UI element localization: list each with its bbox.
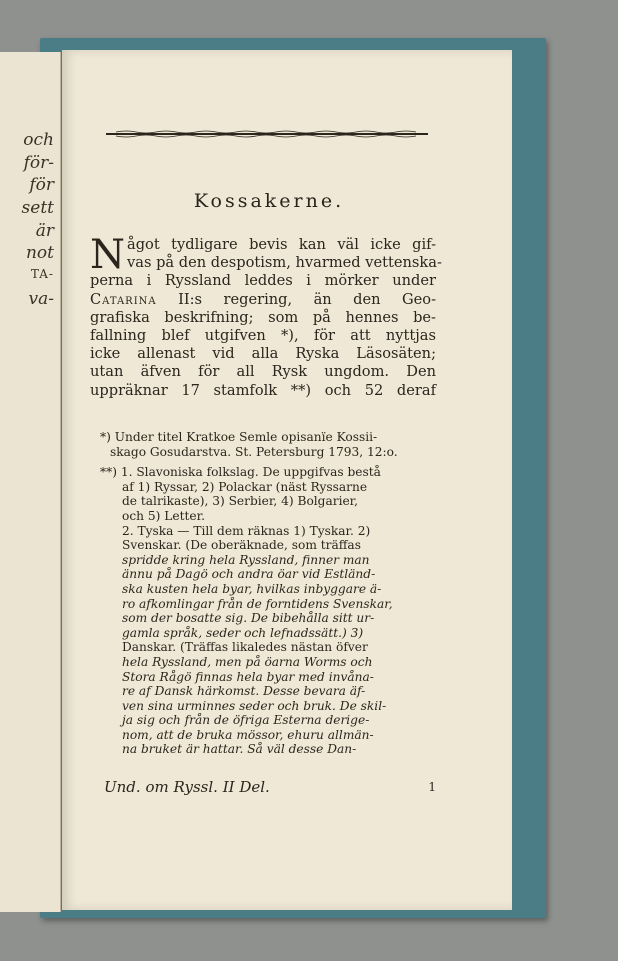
- body-line: icke allenast vid alla Ryska Läsosäten;: [90, 345, 436, 363]
- body-text: [90, 232, 442, 400]
- body-line: perna i Ryssland leddes i mörker under: [90, 272, 436, 290]
- left-fragment: för: [29, 175, 54, 195]
- footnote-line: Danskar. (Träffas likaledes nästan öfver: [122, 640, 368, 655]
- left-fragment: är: [35, 221, 54, 241]
- footnote-line: Stora Rågö finnas hela byar med invåna-: [122, 669, 374, 684]
- footnote-line: ro afkomlingar från de forntidens Svenskar,: [122, 596, 393, 611]
- footnote-line: nom, att de bruka mössor, ehuru allmän-: [122, 727, 374, 742]
- footnote-line: gamla språk, seder och lefnadssätt.) 3): [122, 625, 364, 640]
- right-page: [62, 50, 512, 910]
- signature-mark: 1: [428, 780, 436, 794]
- footnote-line: skago Gosudarstva. St. Petersburg 1793, 12:o.: [110, 444, 398, 459]
- body-line: grafiska beskrifning; som på hennes be-: [90, 308, 436, 326]
- footnote-line: Svenskar. (De oberäknade, som träffas: [122, 538, 361, 553]
- footnote-line: de talrikaste), 3) Serbier, 4) Bolgarier,: [122, 494, 359, 509]
- body-line: fallning blef utgifven *), för att nyttjas: [90, 326, 436, 344]
- footnote-line: hela Ryssland, men på öarna Worms och: [122, 654, 373, 669]
- footnote-line: som der bosatte sig. De bibehålla sitt ur-: [122, 611, 375, 626]
- footnote-line: 2. Tyska — Till dem räknas 1) Tyskar. 2): [122, 523, 371, 538]
- left-fragment: för-: [23, 153, 54, 173]
- footnote-line: na bruket är hattar. Så väl desse Dan-: [122, 742, 357, 757]
- ornamental-rule: [106, 130, 428, 138]
- footnote-line: **) 1. Slavoniska folkslag. De uppgifvas bestå: [100, 465, 381, 480]
- footnote-line: ännu på Dagö och andra öar vid Estländ-: [122, 567, 376, 582]
- name-catarina: Catarina: [90, 290, 157, 308]
- footnote-line: *) Under titel Kratkoe Semle opisanïe Kossii-: [100, 430, 378, 444]
- running-footer: Und. om Ryssl. II Del.: [104, 778, 270, 796]
- body-line: uppräknar 17 stamfolk **) och 52 deraf: [90, 381, 436, 399]
- footnote-line: ja sig och från de öfriga Esterna derige-: [122, 713, 370, 728]
- body-line-rest: II:s regering, än den Geo-: [156, 290, 436, 308]
- body-line: vas på den despotism, hvarmed vettenska-: [127, 254, 442, 272]
- left-fragment: va-: [28, 289, 54, 309]
- footnote-line: och 5) Letter.: [122, 508, 205, 523]
- footnote-line: re af Dansk härkomst. Desse bevara äf-: [122, 684, 366, 699]
- footnote-line: af 1) Ryssar, 2) Polackar (näst Ryssarne: [122, 479, 368, 494]
- footnote-line: spridde kring hela Ryssland, finner man: [122, 552, 370, 567]
- footnotes: [100, 430, 436, 757]
- body-line: ågot tydligare bevis kan väl icke gif-: [127, 236, 436, 253]
- page-footer: [104, 778, 436, 796]
- left-page: [0, 52, 61, 912]
- left-fragment: not: [25, 243, 54, 263]
- footnote-line: ven sina urminnes seder och bruk. De skil-: [122, 698, 387, 713]
- footnote-line: ska kusten hela byar, hvilkas inbyggare ä-: [122, 581, 382, 596]
- body-line: utan äfven för all Rysk ungdom. Den: [90, 363, 436, 381]
- left-fragment: TA-: [30, 267, 54, 281]
- chapter-title: Kossakerne.: [193, 190, 345, 212]
- body-line: [90, 291, 436, 309]
- left-fragment: och: [23, 130, 54, 150]
- drop-cap: N: [90, 232, 125, 278]
- left-fragment: sett: [21, 198, 54, 218]
